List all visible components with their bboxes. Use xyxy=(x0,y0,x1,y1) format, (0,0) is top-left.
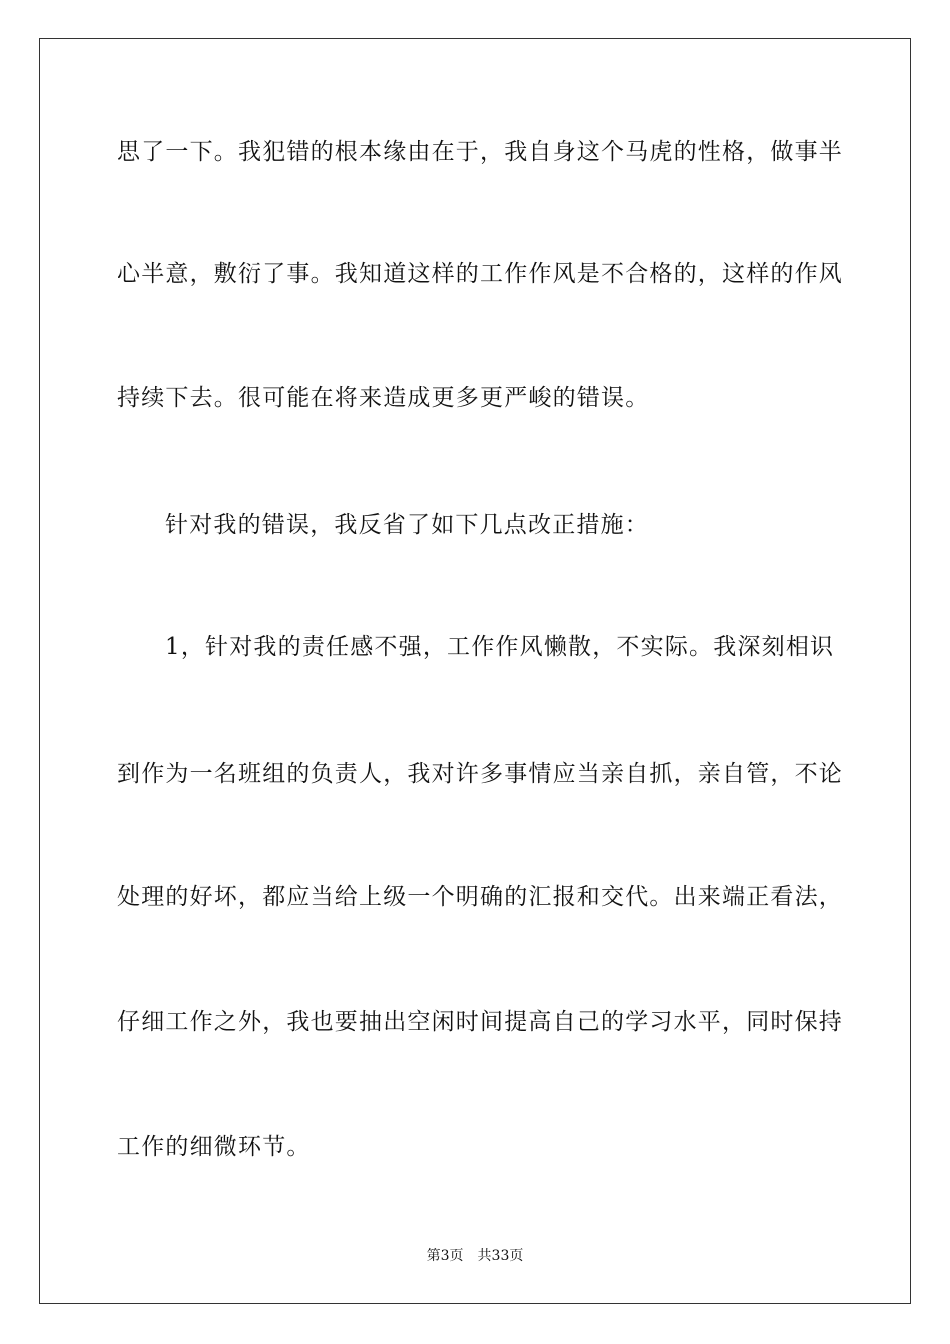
text-line: 到作为一名班组的负责人，我对许多事情应当亲自抓，亲自管，不论 xyxy=(117,761,843,787)
paragraph-first-line: 针对我的错误，我反省了如下几点改正措施： xyxy=(165,512,649,538)
text-line: 持续下去。很可能在将来造成更多更严峻的错误。 xyxy=(117,385,650,411)
text-line: 处理的好坏，都应当给上级一个明确的汇报和交代。出来端正看法， xyxy=(117,884,843,910)
text-line: 思了一下。我犯错的根本缘由在于，我自身这个马虎的性格，做事半 xyxy=(117,139,843,165)
paragraph-first-line: 1，针对我的责任感不强，工作作风懒散，不实际。我深刻相识 xyxy=(165,634,835,660)
page-number: 第3页 xyxy=(426,1248,464,1264)
text-line: 工作的细微环节。 xyxy=(117,1134,311,1160)
text-line: 心半意，敷衍了事。我知道这样的工作作风是不合格的，这样的作风 xyxy=(117,261,843,287)
text-line: 仔细工作之外，我也要抽出空闲时间提高自己的学习水平，同时保持 xyxy=(117,1009,843,1035)
page-footer xyxy=(0,1246,950,1266)
page-border xyxy=(39,38,911,1304)
total-pages: 共33页 xyxy=(477,1248,524,1264)
